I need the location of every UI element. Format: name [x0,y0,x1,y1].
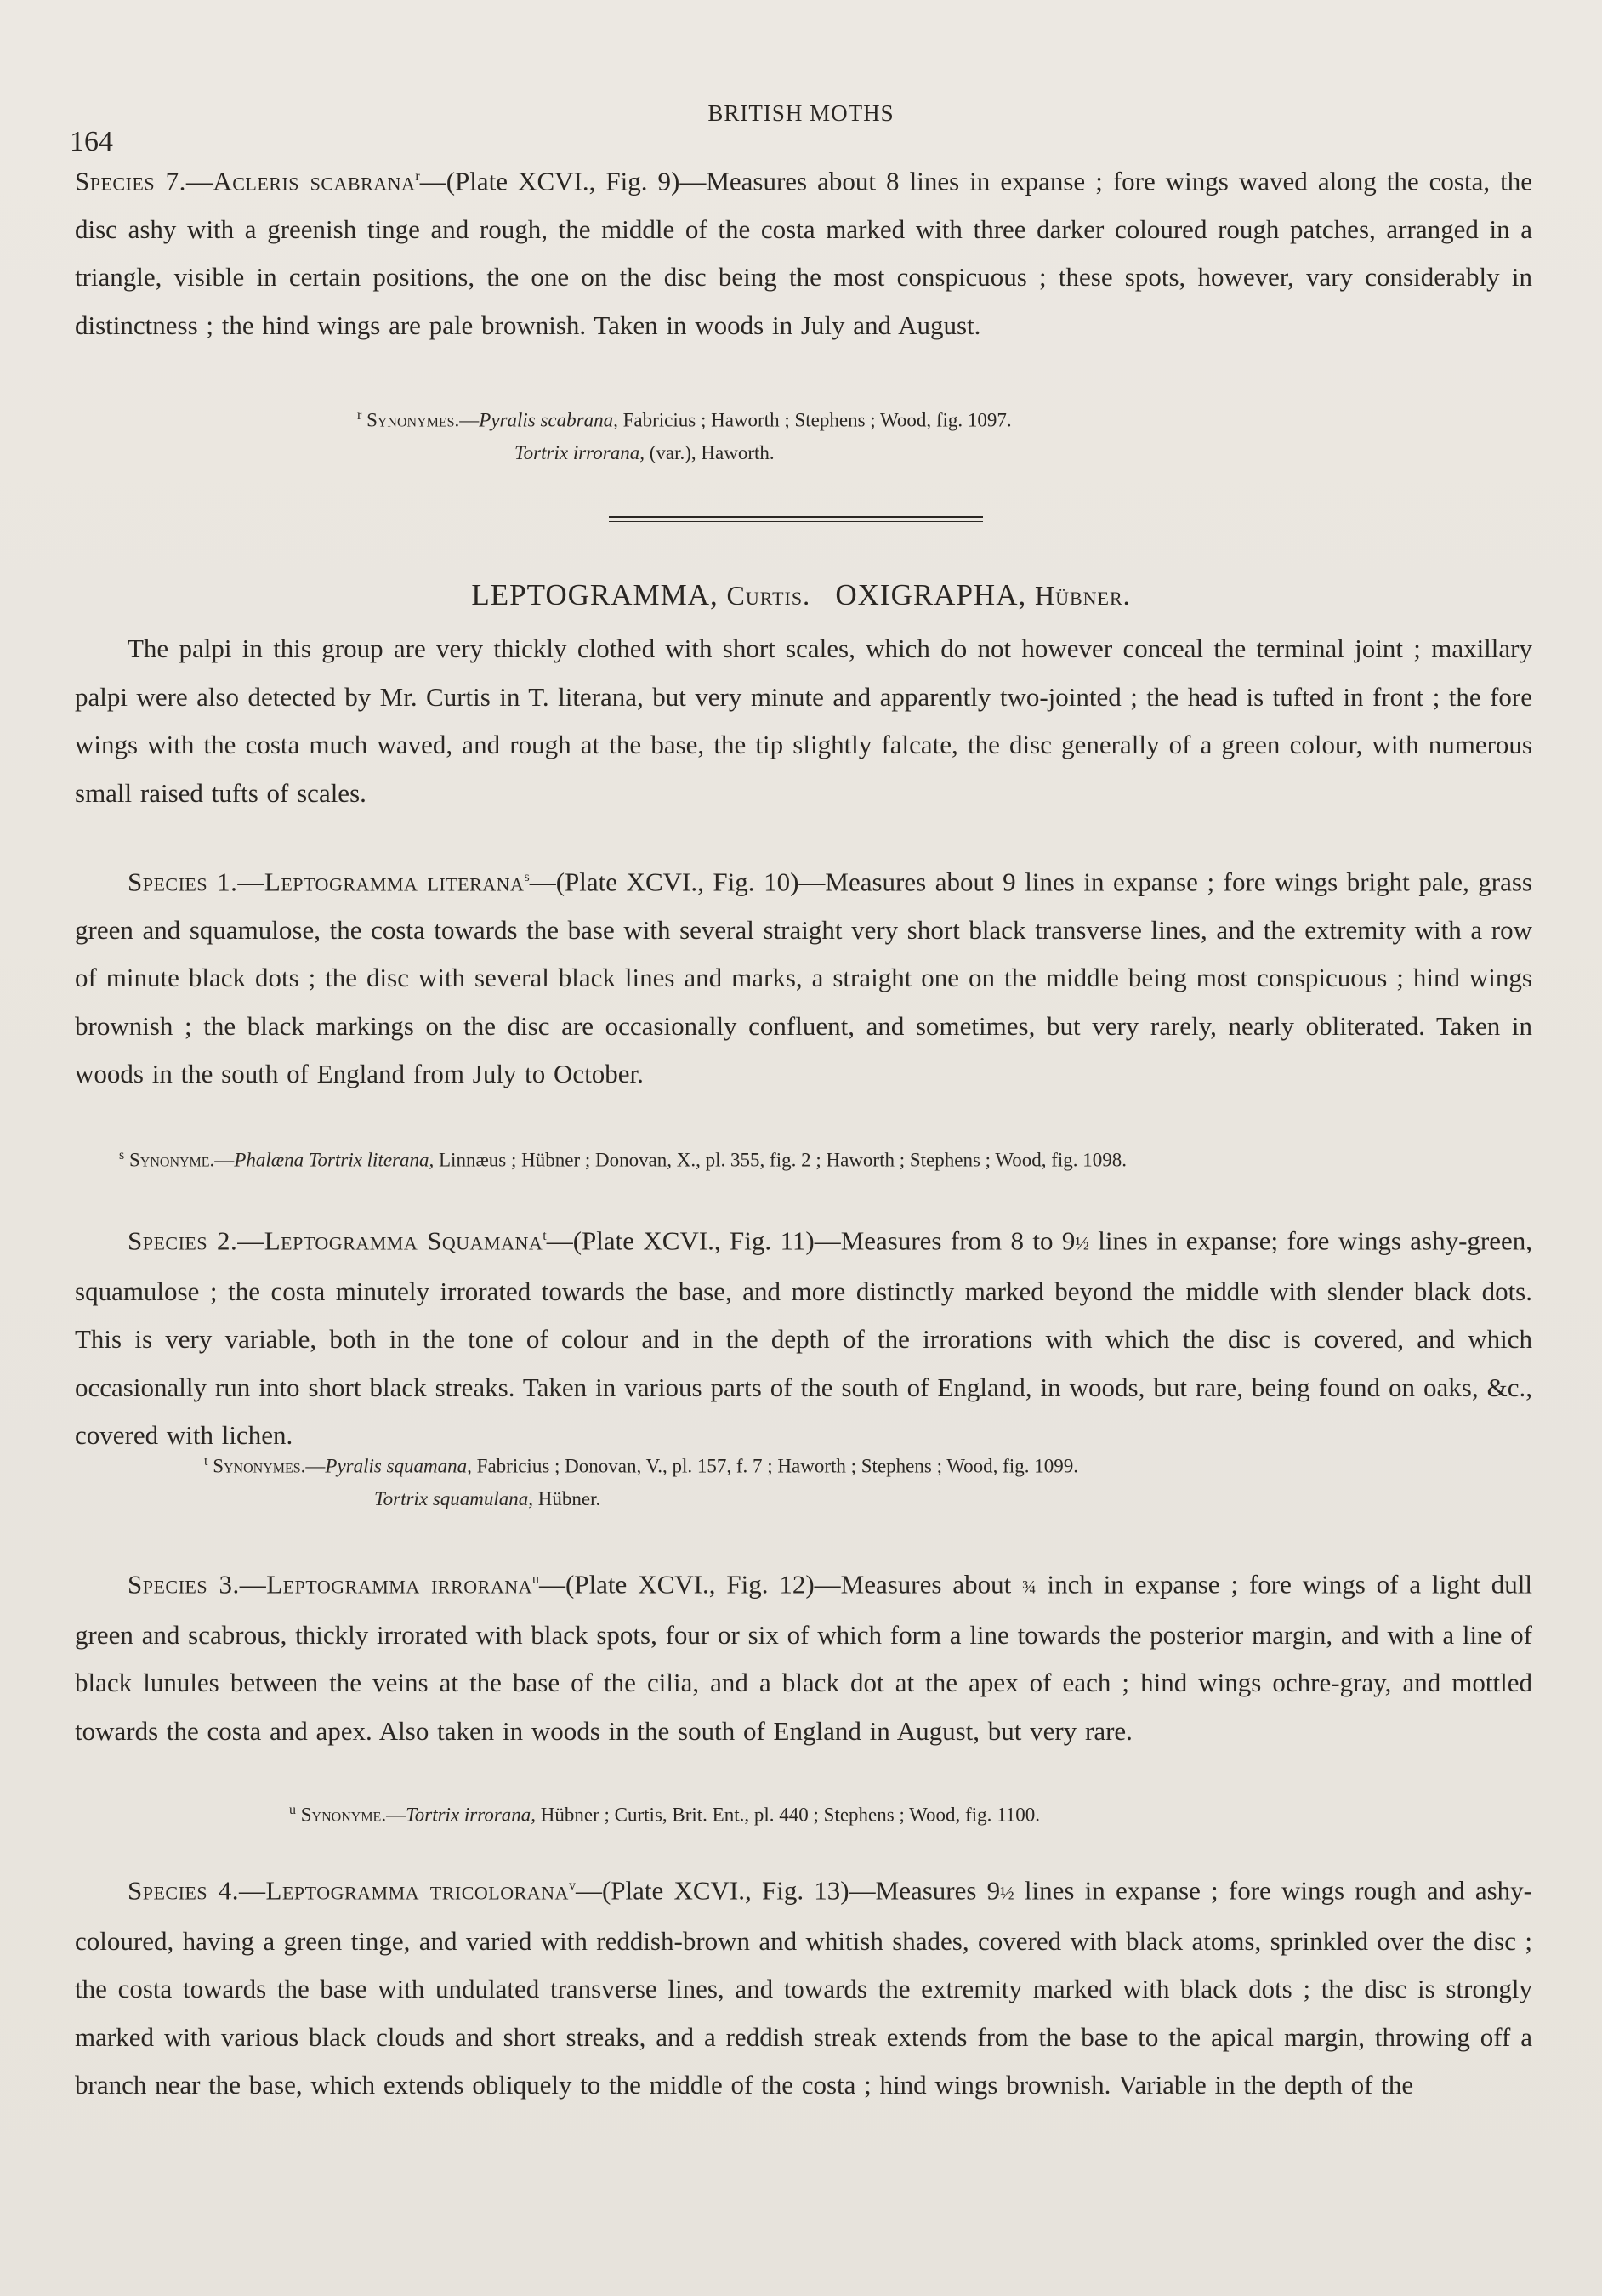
species-3-entry [75,1556,1532,1755]
species-4-text-b: lines in expanse ; fore wings rough and ashy-coloured, having a green tinge, and varied with reddish-brown and whitish shades, covered with black atoms, sprinkled over the disc ; the costa towards the base with undulated transverse lines, and towards the extremity marked with black dots ; the disc is strongly marked with various black clouds and short streaks, and a reddish streak extends from the base to the apical margin, throwing off a branch near the base, which extends obliquely to the middle of the costa ; hind wings brownish. Variable in the depth of the [75,1875,1532,2100]
species-4-text-a: —(Plate XCVI., Fig. 13)—Measures 9 [575,1875,1001,1906]
genus-synonym-name: OXIGRAPHA, [835,578,1027,611]
genus-description-block [75,625,1532,817]
footnote-mark: s [119,1148,125,1162]
footnote-mark: s [524,870,530,884]
footnote-mark: u [532,1572,539,1587]
species-4-entry [75,1862,1532,2110]
footnote-mark: u [289,1803,296,1817]
footnote-mark: r [357,408,362,423]
species-1-entry [75,854,1532,1099]
species-2-synonyms [204,1446,1532,1515]
footnote-mark: r [415,169,420,184]
species-7-heading: Species 7.—Acleris scabrana [75,166,416,196]
synonym-label: Synonymes.— [366,409,480,431]
synonym-name: Pyralis squamana, [325,1455,472,1477]
species-3-heading: Species 3.—Leptogramma irrorana [128,1569,532,1600]
synonym-citation: Hübner ; Curtis, Brit. Ent., pl. 440 ; Stephens ; Wood, fig. 1100. [536,1804,1040,1826]
species-2-entry [75,1213,1532,1460]
genus-name: LEPTOGRAMMA, [471,578,719,611]
synonym-name: Phalæna Tortrix literana, [234,1149,435,1171]
species-1-text: —(Plate XCVI., Fig. 10)—Measures about 9 lines in expanse ; fore wings bright pale, grass green and squamulose, the costa towards the base with several straight very short black transverse lines, and the extremity with a row of minute black dots ; the disc with several black lines and marks, a straight one on the middle being most conspicuous ; hind wings brownish ; the black markings on the disc are occasionally confluent, and sometimes, but very rarely, nearly obliterated. Taken in woods in the south of England from July to October. [75,867,1532,1089]
species-3-text-a: —(Plate XCVI., Fig. 12)—Measures about [539,1569,1023,1600]
synonym-citation: (var.), Haworth. [644,441,775,463]
footnote-mark: v [568,1878,576,1893]
species-2-heading: Species 2.—Leptogramma Squamana [128,1225,543,1256]
synonym-citation: Fabricius ; Haworth ; Stephens ; Wood, fig. 1097. [617,409,1012,431]
fraction: ¾ [1022,1576,1037,1598]
species-3-text-b: inch in expanse ; fore wings of a light dull green and scabrous, thickly irrorated with black spots, four or six of which form a line towards the posterior margin, and with a line of black lunules between the veins at the base of the cilia, and a black dot at the apex of each ; hind wings ochre-gray, and mottled towards the costa and apex. Also taken in woods in the south of England in August, but very rare. [75,1569,1532,1746]
synonym-citation: Linnæus ; Hübner ; Donovan, X., pl. 355, fig. 2 ; Haworth ; Stephens ; Wood, fig. 1098. [434,1149,1128,1171]
fraction: ½ [1075,1232,1089,1254]
genus-description: The palpi in this group are very thickly clothed with short scales, which do not however conceal the terminal joint ; maxillary palpi were also detected by Mr. Curtis in T. literana, but very minute and apparently two-jointed ; the head is tufted in front ; the fore wings with the costa much waved, and rough at the base, the tip slightly falcate, the disc generally of a green colour, with numerous small raised tufts of scales. [75,634,1532,808]
species-2-text-a: —(Plate XCVI., Fig. 11)—Measures from 8 to 9 [546,1225,1076,1256]
synonym-name: Tortrix squamulana, [374,1487,534,1509]
species-1-description [75,854,1532,1099]
synonym-label: Synonymes.— [213,1455,326,1477]
species-4-heading: Species 4.—Leptogramma tricolorana [128,1875,569,1906]
genus-synonym-author: Hübner. [1034,580,1131,611]
species-7-description [75,153,1532,350]
synonym-citation: Hübner. [533,1487,601,1509]
footnote-mark: t [204,1454,208,1469]
synonym-citation: Fabricius ; Donovan, V., pl. 157, f. 7 ; Haworth ; Stephens ; Wood, fig. 1099. [471,1455,1078,1477]
species-2-description [75,1213,1532,1460]
running-head: BRITISH MOTHS [707,100,895,126]
species-3-description [75,1556,1532,1755]
synonym-label: Synonyme.— [128,1149,235,1171]
synonym-label: Synonyme.— [300,1804,406,1826]
species-7-entry [75,153,1532,350]
species-3-synonyms [289,1794,1532,1832]
species-2-text-b: lines in expanse; fore wings ashy-green, squamulose ; the costa minutely irrorated towards the base, and more distinctly marked beyond the middle with slender black dots. This is very variable, both in the tone of colour and in the depth of the irrorations with which the disc is covered, and which occasionally run into short black streaks. Taken in various parts of the south of England, in woods, but rare, being found on oaks, &c., covered with lichen. [75,1225,1533,1451]
footnote-mark: t [543,1229,547,1243]
page-number: 164 [70,126,113,157]
species-7-synonyms [357,400,1532,469]
species-7-text: —(Plate XCVI., Fig. 9)—Measures about 8 lines in expanse ; fore wings waved along the costa, the disc ashy with a greenish tinge and rough, the middle of the costa marked with three darker coloured rough patches, arranged in a triangle, visible in certain positions, the one on the disc being the most conspicuous ; these spots, however, vary considerably in distinctness ; the hind wings are pale brownish. Taken in woods in July and August. [75,166,1532,340]
species-1-heading: Species 1.—Leptogramma literana [128,867,525,897]
species-4-description [75,1862,1532,2110]
fraction: ½ [1000,1882,1014,1904]
genus-heading [0,578,1602,612]
synonym-name: Pyralis scabrana, [479,409,618,431]
synonym-name: Tortrix irrorana, [406,1804,537,1826]
species-1-synonyms [119,1139,1532,1177]
genus-author: Curtis. [726,580,811,611]
section-divider [609,516,983,522]
synonym-name: Tortrix irrorana, [514,441,645,463]
